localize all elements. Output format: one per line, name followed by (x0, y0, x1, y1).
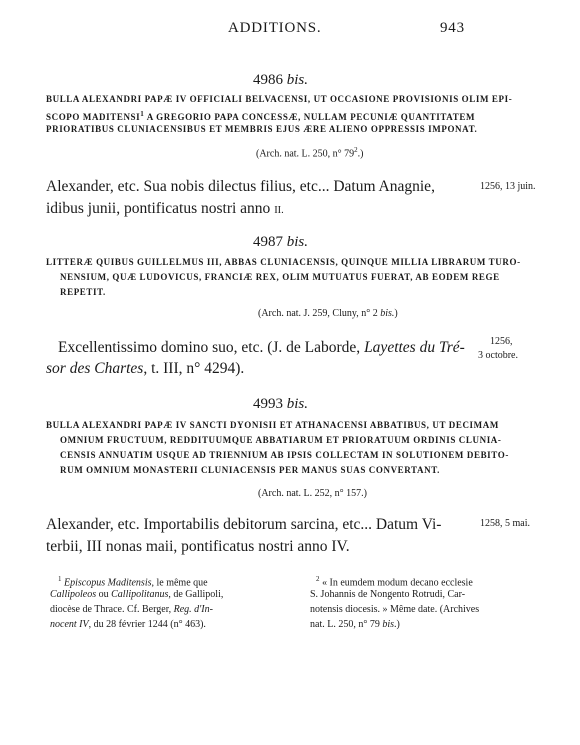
entry-caption-line: CENSIS ANNUATIM USQUE AD TRIENNIUM AB IPSIS COLLECTAM IN SOLUTIONEM DEBITO- (60, 450, 509, 460)
archive-source: (Arch. nat. J. 259, Cluny, n° 2 bis.) (258, 308, 398, 319)
footnote-left-line: nocent IV, du 28 février 1244 (n° 463). (50, 619, 206, 630)
entry-text-line: sor des Chartes, t. III, n° 4294). (46, 360, 245, 377)
entry-date: 1256, 13 juin. (480, 181, 536, 192)
page-number: 943 (440, 20, 465, 36)
entry-date: 3 octobre. (478, 350, 518, 361)
entry-text-line: Alexander, etc. Importabilis debitorum sarcina, etc... Datum Vi- (46, 516, 442, 533)
entry-number: 4986 bis. (253, 72, 309, 88)
entry-text-line: idibus junii, pontificatus nostri anno II. (46, 200, 284, 217)
archive-source: (Arch. nat. L. 252, n° 157.) (258, 488, 367, 499)
running-title: ADDITIONS. (228, 20, 322, 36)
entry-date: 1258, 5 mai. (480, 518, 530, 529)
entry-caption-line: OMNIUM FRUCTUUM, REDDITUUMQUE ABBATIARUM ET PRIORATUUM ORDINIS CLUNIA- (60, 435, 502, 445)
footnote-left-line: diocèse de Thrace. Cf. Berger, Reg. d'In- (50, 604, 213, 615)
footnote-right-line: nat. L. 250, n° 79 bis.) (310, 619, 400, 630)
archive-source: (Arch. nat. L. 250, n° $79^2$.) (256, 146, 364, 160)
entry-text-line: Excellentissimo domino suo, etc. (J. de Laborde, Layettes du Tré- (58, 339, 465, 356)
footnote-ref: 2 (354, 146, 358, 154)
footnote-mark: 1 (58, 575, 62, 583)
entry-caption-line: REPETIT. (60, 287, 106, 297)
entry-caption-line: PRIORATIBUS CLUNIACENSIBUS ET MEMBRIS EJUS ÆRE ALIENO OPPRESSIS IMPONAT. (46, 124, 478, 134)
entry-text-line: Alexander, etc. Sua nobis dilectus filius, etc... Datum Anagnie, (46, 178, 435, 195)
footnote-mark: 2 (316, 575, 320, 583)
entry-caption-line: LITTERÆ QUIBUS GUILLELMUS III, ABBAS CLUNIACENSIS, QUINQUE MILLIA LIBRARUM TURO- (46, 257, 521, 267)
footnote-right-line: S. Johannis de Nongento Rotrudi, Car- (310, 589, 466, 600)
entry-caption-line: NENSIUM, QUÆ LUDOVICUS, FRANCIÆ REX, OLIM MUTUATUS FUERAT, AB EODEM REGE (60, 272, 500, 282)
entry-caption-line: BULLA ALEXANDRI PAPÆ IV SANCTI DYONISII ET ATHANACENSI ABBATIBUS, UT DECIMAM (46, 420, 499, 430)
entry-caption-line: RUM OMNIUM MONASTERII CLUNIACENSIS PER MANUS SUAS CONVERTANT. (60, 465, 440, 475)
footnote-right-line: notensis diocesis. » Même date. (Archives (310, 604, 480, 615)
entry-date: 1256, (490, 336, 513, 347)
entry-number: 4993 bis. (253, 396, 309, 412)
footnote-left-line: $^1$ Episcopus Maditensis, le même que (58, 575, 208, 589)
entry-number: 4987 bis. (253, 234, 309, 250)
entry-caption-line: SCOPO MADITENSI$^1$ A GREGORIO PAPA CONCESSÆ, NULLAM PECUNIÆ QUANTITATEM (46, 110, 476, 122)
footnote-right-line: $^2$ « In eumdem modum decano ecclesie (316, 575, 473, 589)
footnote-left-line: Callipoleos ou Callipolitanus, de Gallipoli, (50, 589, 224, 600)
footnote-ref: 1 (140, 110, 145, 118)
entry-caption-line: BULLA ALEXANDRI PAPÆ IV OFFICIALI BELVACENSI, UT OCCASIONE PROVISIONIS OLIM EPI- (46, 94, 513, 104)
entry-text-line: terbii, III nonas maii, pontificatus nostri anno IV. (46, 538, 350, 555)
